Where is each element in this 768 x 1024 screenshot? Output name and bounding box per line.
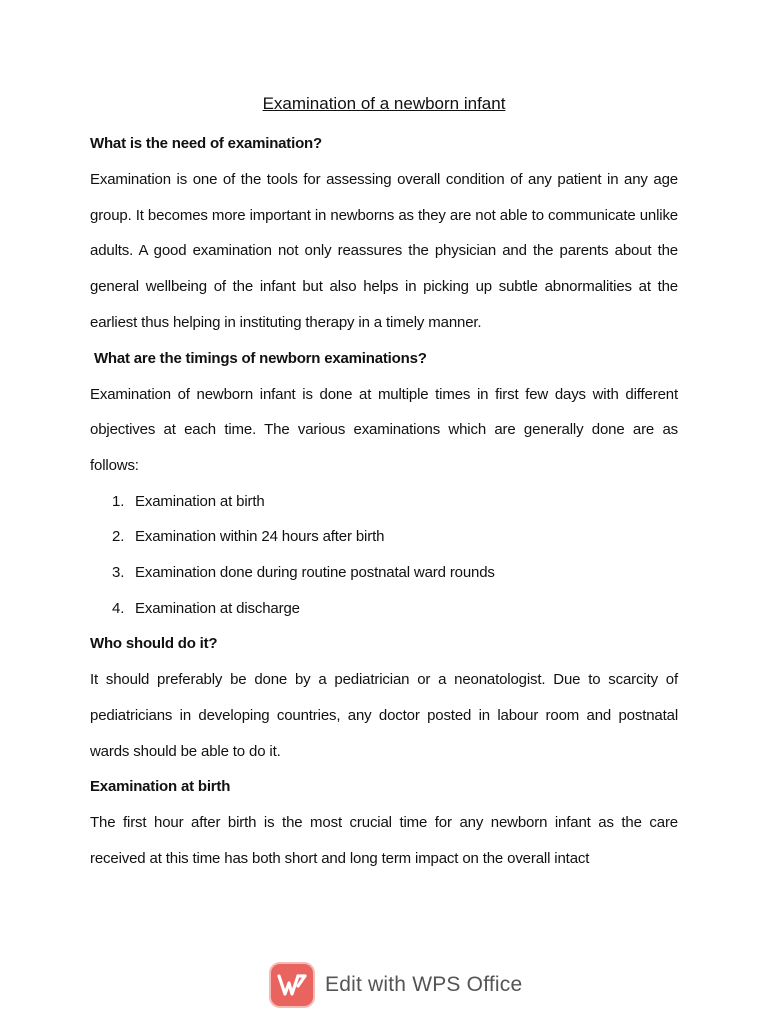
- list-item: [90, 519, 678, 555]
- document-content: [90, 88, 678, 877]
- list-item-number: 3.: [112, 564, 125, 581]
- section-heading: What are the timings of newborn examinations?: [90, 349, 427, 367]
- section-paragraph: Examination is one of the tools for assessing overall condition of any patient in any age group. It becomes more important in newborns as they are not able to communicate unlike adults. A good examination not only reassures the physician and the parents about the general wellbeing of the infant but also helps in picking up subtle abnormalities at the earliest thus helping in instituting therapy in a timely manner.: [90, 171, 678, 331]
- list-item-number: 4.: [112, 599, 125, 617]
- list-item-number: 1.: [112, 492, 125, 510]
- section-birth: [90, 769, 678, 876]
- timings-list: [90, 484, 678, 627]
- section-paragraph: Examination of newborn infant is done at multiple times in first few days with different objectives at each time. The various examinations which are generally done are as follows:: [90, 385, 678, 474]
- list-item: [90, 484, 678, 520]
- edit-with-wps-button[interactable]: [271, 962, 522, 1008]
- section-timings: [90, 341, 678, 627]
- section-who: [90, 626, 678, 769]
- section-need: [90, 126, 678, 341]
- document-title: Examination of a newborn infant: [262, 94, 506, 113]
- section-paragraph: The first hour after birth is the most crucial time for any newborn infant as the care received at this time has both short and long term impact on the overall intact: [90, 814, 678, 868]
- list-item: [90, 555, 678, 591]
- list-item-number: 2.: [112, 528, 125, 546]
- wps-label: Edit with WPS Office: [325, 973, 523, 996]
- list-item-text: Examination at birth: [135, 492, 265, 510]
- wps-logo-icon: [271, 964, 313, 1006]
- list-item-text: Examination done during routine postnatal ward rounds: [135, 564, 495, 581]
- section-heading: What is the need of examination?: [90, 135, 322, 152]
- list-item: [90, 591, 678, 627]
- section-heading: Who should do it?: [90, 635, 218, 653]
- section-heading: Examination at birth: [90, 778, 231, 796]
- section-paragraph: It should preferably be done by a pediatrician or a neonatologist. Due to scarcity of pediatricians in developing countries, any doctor posted in labour room and postnatal wards should be able to do it.: [90, 671, 678, 760]
- list-item-text: Examination at discharge: [135, 599, 300, 617]
- list-item-text: Examination within 24 hours after birth: [135, 528, 385, 546]
